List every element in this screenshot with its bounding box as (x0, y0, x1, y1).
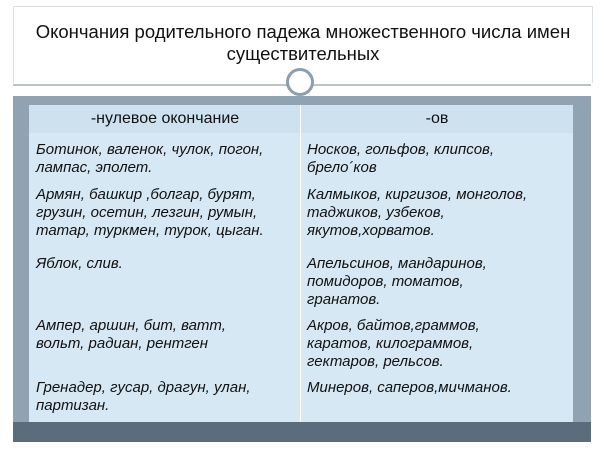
table-cell-row1-right: Носков, гольфов, клипсов, брело´ков (307, 141, 495, 176)
column-header-zero-ending: -нулевое окончание (29, 105, 301, 133)
table-cell-row5-right: Минеров, саперов,мичманов. (307, 379, 512, 396)
table-cell-row2-right: Калмыков, киргизов, монголов, таджиков, узбеков, якутов,хорватов. (307, 186, 528, 239)
table-cell-row4-right: Акров, байтов,граммов, каратов, килограммов, гектаров, рельсов. (307, 317, 480, 370)
bottom-bar (13, 422, 591, 442)
endings-table (29, 105, 573, 422)
column-header-ov-ending: -ов (301, 105, 573, 133)
table-cell-row5-left: Гренадер, гусар, драгун, улан, партизан. (36, 379, 251, 414)
slide-title: Окончания родительного падежа множественного числа имен существительных (35, 21, 571, 64)
table-cell-row2-left: Армян, башкир ,болгар, бурят, грузин, осетин, лезгин, румын, татар, туркмен, турок, цыган. (36, 186, 264, 239)
divider-circle-ornament (286, 68, 314, 96)
column-separator (300, 105, 301, 422)
table-cell-row1-left: Ботинок, валенок, чулок, погон, лампас, эполет. (36, 141, 264, 176)
table-cell-row3-left: Яблок, слив. (36, 255, 123, 272)
table-cell-row3-right: Апельсинов, мандаринов, помидоров, томатов, гранатов. (307, 255, 487, 308)
table-cell-row4-left: Ампер, аршин, бит, ватт, вольт, радиан, рентген (36, 317, 226, 352)
